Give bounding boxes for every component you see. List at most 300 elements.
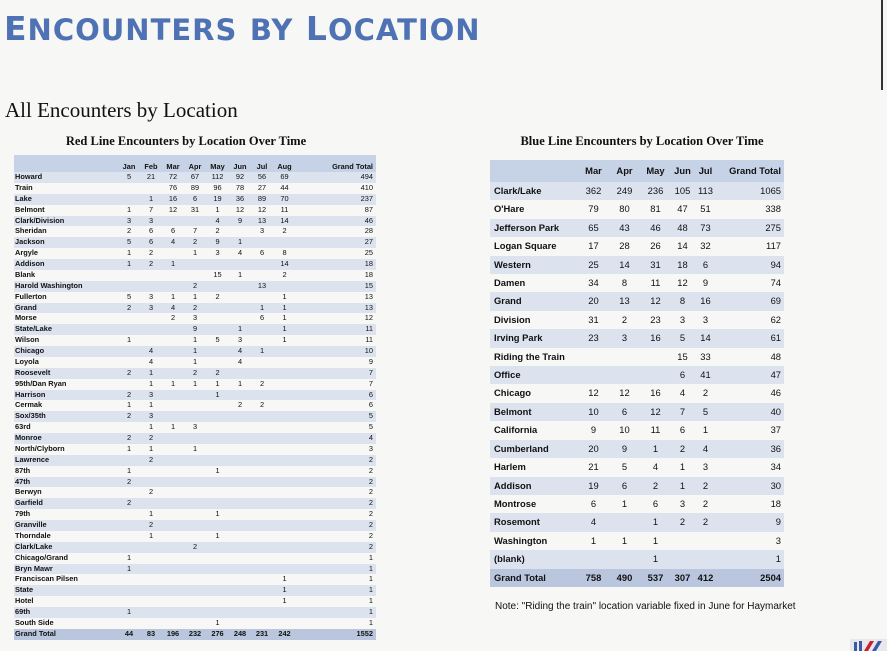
value-cell: 48 xyxy=(677,221,688,233)
value-cell xyxy=(118,183,140,194)
value-cell xyxy=(206,422,229,433)
value-cell: 56 xyxy=(257,172,267,181)
value-cell: 8 xyxy=(679,295,686,307)
value-cell: 3 xyxy=(148,215,154,225)
value-cell xyxy=(273,433,296,444)
location-cell: Clark/Lake xyxy=(15,541,53,551)
logo-icon xyxy=(850,636,887,651)
value-cell: 2 xyxy=(368,476,373,486)
value-cell: 27 xyxy=(257,182,267,192)
location-cell: Harold Washington xyxy=(15,280,83,290)
red-line-table xyxy=(14,155,376,640)
value-cell: 10 xyxy=(364,346,373,355)
value-cell xyxy=(229,466,251,477)
total-cell: 231 xyxy=(251,629,273,640)
value-cell xyxy=(206,520,229,531)
value-cell: 2 xyxy=(148,487,154,497)
value-cell xyxy=(273,477,296,488)
value-cell: 2 xyxy=(237,400,243,410)
value-cell: 25 xyxy=(364,248,373,258)
value-cell: 6 xyxy=(148,226,154,236)
location-cell: Clark/Lake xyxy=(494,185,542,196)
table-row xyxy=(490,477,784,495)
value-cell: 7 xyxy=(148,204,154,214)
value-cell: 1 xyxy=(368,563,373,573)
value-cell: 2 xyxy=(192,541,198,551)
value-cell: 1 xyxy=(282,574,287,584)
column-header: Jun xyxy=(674,164,691,176)
value-cell: 1 xyxy=(237,269,243,279)
value-cell xyxy=(118,313,140,324)
value-cell: 1 xyxy=(126,259,132,268)
value-cell: 1 xyxy=(652,516,659,528)
value-cell: 5 xyxy=(126,172,132,181)
value-cell xyxy=(273,607,296,618)
total-cell: 242 xyxy=(273,629,296,640)
value-cell xyxy=(140,466,162,477)
value-cell: 12 xyxy=(677,277,688,289)
value-cell: 6 xyxy=(679,424,686,436)
value-cell: 1 xyxy=(126,607,132,616)
value-cell xyxy=(206,477,229,488)
total-cell: 758 xyxy=(578,569,609,587)
value-cell xyxy=(206,324,229,335)
table-row xyxy=(14,455,376,466)
value-cell xyxy=(273,455,296,466)
value-cell: 19 xyxy=(588,479,599,491)
table-row xyxy=(14,292,376,303)
total-cell: 83 xyxy=(140,629,162,640)
value-cell: 12 xyxy=(235,204,245,214)
column-header: Jan xyxy=(122,162,136,171)
grand-total-row xyxy=(14,629,376,640)
value-cell xyxy=(184,498,206,509)
table-row xyxy=(14,248,376,259)
value-cell: 6 xyxy=(590,497,597,509)
location-cell: 63rd xyxy=(15,422,31,432)
value-cell: 12 xyxy=(588,387,599,399)
column-header: Jun xyxy=(233,162,247,171)
value-cell xyxy=(206,433,229,444)
value-cell: 16 xyxy=(168,193,178,203)
location-cell: Cumberland xyxy=(494,442,549,454)
value-cell xyxy=(206,596,229,607)
value-cell xyxy=(162,585,184,596)
value-cell: 2 xyxy=(192,302,198,312)
value-cell xyxy=(640,348,671,366)
value-cell: 1 xyxy=(126,465,132,475)
value-cell: 23 xyxy=(588,332,599,344)
value-cell: 1 xyxy=(148,367,154,377)
value-cell xyxy=(273,390,296,401)
table-row xyxy=(14,237,376,248)
value-cell: 69 xyxy=(280,172,289,181)
location-cell: Clark/Division xyxy=(15,215,65,225)
value-cell: 89 xyxy=(257,193,267,203)
value-cell: 2 xyxy=(148,248,154,258)
value-cell xyxy=(229,433,251,444)
table-row xyxy=(490,532,784,550)
value-cell xyxy=(162,509,184,520)
value-cell: 8 xyxy=(282,248,287,258)
value-cell xyxy=(162,281,184,292)
value-cell: 1 xyxy=(148,509,154,519)
value-cell: 5 xyxy=(702,405,709,417)
table-row xyxy=(490,421,784,439)
value-cell: 4 xyxy=(170,302,176,312)
value-cell: 338 xyxy=(765,203,781,215)
location-cell: Roosevelt xyxy=(15,367,51,377)
value-cell: 1 xyxy=(170,422,176,432)
value-cell xyxy=(162,487,184,498)
table-row xyxy=(14,618,376,629)
value-cell xyxy=(118,379,140,390)
value-cell: 2 xyxy=(282,226,287,236)
table-row xyxy=(14,303,376,314)
value-cell: 2 xyxy=(126,367,132,377)
value-cell: 74 xyxy=(770,277,781,289)
value-cell: 1 xyxy=(237,324,243,334)
value-cell: 12 xyxy=(364,313,373,323)
value-cell: 4 xyxy=(590,516,597,528)
value-cell xyxy=(251,498,273,509)
column-header: Grand Total xyxy=(332,162,373,171)
value-cell xyxy=(251,477,273,488)
value-cell: 3 xyxy=(702,313,709,325)
value-cell: 1 xyxy=(192,378,198,388)
page-title: ENCOUNTERS BY LOCATION xyxy=(4,9,481,48)
value-cell xyxy=(140,183,162,194)
value-cell xyxy=(162,477,184,488)
value-cell: 105 xyxy=(674,185,691,196)
total-cell: 2504 xyxy=(717,569,784,587)
value-cell: 70 xyxy=(280,193,289,203)
value-cell xyxy=(118,357,140,368)
value-cell: 15 xyxy=(213,269,222,279)
value-cell xyxy=(206,357,229,368)
value-cell xyxy=(206,444,229,455)
value-cell: 31 xyxy=(190,204,200,214)
value-cell xyxy=(251,596,273,607)
value-cell: 2 xyxy=(126,302,132,312)
column-header: Jul xyxy=(698,164,713,176)
column-header: May xyxy=(646,164,665,176)
value-cell xyxy=(251,574,273,585)
value-cell: 36 xyxy=(770,442,781,454)
location-cell: Argyle xyxy=(15,248,39,258)
value-cell: 2 xyxy=(368,520,373,529)
value-cell xyxy=(251,564,273,575)
value-cell xyxy=(206,400,229,411)
value-cell xyxy=(273,618,296,629)
value-cell: 14 xyxy=(677,240,688,252)
value-cell xyxy=(251,531,273,542)
column-header xyxy=(14,155,118,172)
value-cell xyxy=(206,281,229,292)
value-cell xyxy=(184,531,206,542)
value-cell: 1 xyxy=(192,356,198,366)
table-row xyxy=(490,440,784,458)
table-row xyxy=(14,498,376,509)
value-cell xyxy=(140,607,162,618)
value-cell: 1 xyxy=(126,248,132,258)
value-cell: 13 xyxy=(619,295,630,307)
value-cell xyxy=(184,585,206,596)
value-cell xyxy=(251,455,273,466)
table-row xyxy=(490,274,784,292)
table-row xyxy=(14,553,376,564)
value-cell: 112 xyxy=(211,172,224,181)
value-cell xyxy=(184,455,206,466)
value-cell: 1 xyxy=(652,442,659,454)
value-cell xyxy=(118,520,140,531)
value-cell: 2 xyxy=(679,442,686,454)
value-cell xyxy=(206,411,229,422)
value-cell xyxy=(140,313,162,324)
value-cell xyxy=(251,390,273,401)
value-cell: 1 xyxy=(237,378,243,388)
value-cell xyxy=(273,444,296,455)
value-cell: 1 xyxy=(775,553,781,565)
value-cell: 34 xyxy=(770,461,781,473)
value-cell xyxy=(273,520,296,531)
value-cell xyxy=(184,574,206,585)
value-cell: 1 xyxy=(621,534,628,546)
location-cell: Chicago xyxy=(494,387,531,399)
table-row xyxy=(490,311,784,329)
value-cell xyxy=(273,346,296,357)
value-cell: 2 xyxy=(126,476,132,486)
value-cell: 1 xyxy=(126,563,132,573)
value-cell: 87 xyxy=(364,204,373,214)
value-cell: 1 xyxy=(215,378,220,388)
value-cell: 10 xyxy=(588,405,599,417)
value-cell: 46 xyxy=(364,215,373,225)
value-cell: 2 xyxy=(148,259,154,268)
table-row xyxy=(490,219,784,237)
value-cell: 494 xyxy=(360,172,373,181)
value-cell: 3 xyxy=(126,215,132,225)
value-cell: 2 xyxy=(368,465,373,475)
location-cell: Addison xyxy=(15,259,45,268)
value-cell: 78 xyxy=(235,182,245,192)
value-cell xyxy=(118,455,140,466)
value-cell xyxy=(229,542,251,553)
table-row xyxy=(14,433,376,444)
value-cell xyxy=(251,509,273,520)
table-row xyxy=(490,329,784,347)
value-cell xyxy=(162,542,184,553)
value-cell xyxy=(229,411,251,422)
value-cell xyxy=(694,532,717,550)
value-cell xyxy=(273,281,296,292)
value-cell: 5 xyxy=(368,411,373,421)
table-row xyxy=(14,368,376,379)
value-cell: 1 xyxy=(148,378,154,388)
value-cell: 1 xyxy=(590,534,597,546)
value-cell xyxy=(184,520,206,531)
value-cell: 3 xyxy=(215,248,220,258)
value-cell xyxy=(640,366,671,384)
value-cell: 2 xyxy=(215,226,220,236)
table-row xyxy=(14,313,376,324)
value-cell xyxy=(229,520,251,531)
value-cell: 3 xyxy=(237,335,243,345)
value-cell: 1 xyxy=(368,574,373,584)
value-cell xyxy=(184,618,206,629)
value-cell: 6 xyxy=(148,237,154,247)
value-cell xyxy=(206,542,229,553)
value-cell: 16 xyxy=(700,295,711,307)
location-cell: Monroe xyxy=(15,433,42,442)
value-cell xyxy=(118,531,140,542)
value-cell: 5 xyxy=(679,332,686,344)
value-cell: 1 xyxy=(170,259,176,268)
location-cell: Montrose xyxy=(494,497,537,509)
table-row xyxy=(490,256,784,274)
value-cell xyxy=(206,455,229,466)
table-row xyxy=(14,183,376,194)
value-cell xyxy=(184,390,206,401)
value-cell: 12 xyxy=(619,387,630,399)
value-cell: 9 xyxy=(192,324,198,334)
table-row xyxy=(14,596,376,607)
table-row xyxy=(14,487,376,498)
value-cell: 79 xyxy=(588,203,599,215)
value-cell xyxy=(140,564,162,575)
location-cell: Granville xyxy=(15,520,47,529)
value-cell: 67 xyxy=(190,172,200,181)
table-row xyxy=(14,477,376,488)
value-cell xyxy=(140,585,162,596)
table-row xyxy=(14,520,376,531)
value-cell: 113 xyxy=(698,185,713,196)
value-cell: 25 xyxy=(588,258,599,270)
value-cell xyxy=(118,422,140,433)
location-cell: Fullerton xyxy=(15,291,47,301)
value-cell xyxy=(229,455,251,466)
value-cell: 2 xyxy=(652,479,659,491)
location-cell: Loyola xyxy=(15,356,39,366)
value-cell: 13 xyxy=(364,291,373,301)
value-cell: 1 xyxy=(282,596,287,606)
value-cell xyxy=(140,618,162,629)
value-cell: 1 xyxy=(126,552,132,562)
value-cell: 13 xyxy=(257,280,267,290)
value-cell xyxy=(118,270,140,281)
value-cell: 4 xyxy=(237,356,243,366)
value-cell xyxy=(118,194,140,205)
value-cell: 92 xyxy=(235,172,245,181)
value-cell: 3 xyxy=(679,313,686,325)
value-cell xyxy=(118,585,140,596)
total-label: Grand Total xyxy=(490,569,578,587)
value-cell: 1 xyxy=(282,324,287,334)
value-cell: 6 xyxy=(192,193,198,203)
column-header: May xyxy=(210,162,225,171)
value-cell: 1 xyxy=(126,443,132,453)
value-cell: 13 xyxy=(364,302,373,312)
value-cell xyxy=(162,553,184,564)
location-cell: Garfield xyxy=(15,498,43,508)
location-cell: Addison xyxy=(494,479,532,491)
value-cell xyxy=(184,259,206,270)
total-cell: 490 xyxy=(609,569,640,587)
table-row xyxy=(14,411,376,422)
value-cell: 51 xyxy=(700,203,711,215)
value-cell: 3 xyxy=(775,534,781,546)
value-cell xyxy=(229,585,251,596)
value-cell: 1 xyxy=(237,237,243,247)
value-cell xyxy=(273,509,296,520)
value-cell xyxy=(118,574,140,585)
value-cell: 2 xyxy=(126,389,132,399)
value-cell: 5 xyxy=(368,422,373,432)
value-cell: 36 xyxy=(235,193,245,203)
table-row xyxy=(490,513,784,531)
value-cell: 89 xyxy=(190,182,200,192)
value-cell xyxy=(162,335,184,346)
value-cell: 1 xyxy=(215,389,220,399)
value-cell xyxy=(229,259,251,270)
value-cell xyxy=(251,520,273,531)
value-cell: 2 xyxy=(702,516,709,528)
value-cell xyxy=(251,411,273,422)
value-cell: 6 xyxy=(621,479,628,491)
header-row xyxy=(490,160,784,182)
table-row xyxy=(14,574,376,585)
blue-line-table xyxy=(490,160,784,587)
value-cell: 3 xyxy=(148,389,154,399)
value-cell: 73 xyxy=(700,221,711,233)
table-row xyxy=(14,607,376,618)
value-cell: 1 xyxy=(679,461,686,473)
value-cell: 6 xyxy=(652,497,659,509)
value-cell xyxy=(118,324,140,335)
value-cell: 26 xyxy=(650,240,661,252)
location-cell: California xyxy=(494,424,538,436)
value-cell: 30 xyxy=(770,479,781,491)
value-cell xyxy=(184,487,206,498)
value-cell xyxy=(229,564,251,575)
value-cell: 1 xyxy=(215,465,220,475)
value-cell: 2 xyxy=(192,280,198,290)
value-cell xyxy=(162,564,184,575)
value-cell xyxy=(162,357,184,368)
value-cell xyxy=(206,346,229,357)
value-cell xyxy=(229,226,251,237)
total-cell: 307 xyxy=(671,569,694,587)
value-cell xyxy=(162,390,184,401)
value-cell: 32 xyxy=(700,240,711,252)
value-cell: 23 xyxy=(650,313,661,325)
value-cell xyxy=(229,313,251,324)
value-cell xyxy=(273,542,296,553)
value-cell: 4 xyxy=(679,387,686,399)
value-cell xyxy=(184,477,206,488)
location-cell: 69th xyxy=(15,607,31,616)
location-cell: 87th xyxy=(15,465,31,475)
value-cell: 1065 xyxy=(760,185,781,196)
location-cell: Division xyxy=(494,313,531,325)
location-cell: Blank xyxy=(15,269,36,279)
location-cell: Damen xyxy=(494,277,526,289)
value-cell xyxy=(184,607,206,618)
value-cell: 61 xyxy=(770,332,781,344)
value-cell: 6 xyxy=(368,389,373,399)
table-row xyxy=(14,400,376,411)
value-cell: 46 xyxy=(770,387,781,399)
